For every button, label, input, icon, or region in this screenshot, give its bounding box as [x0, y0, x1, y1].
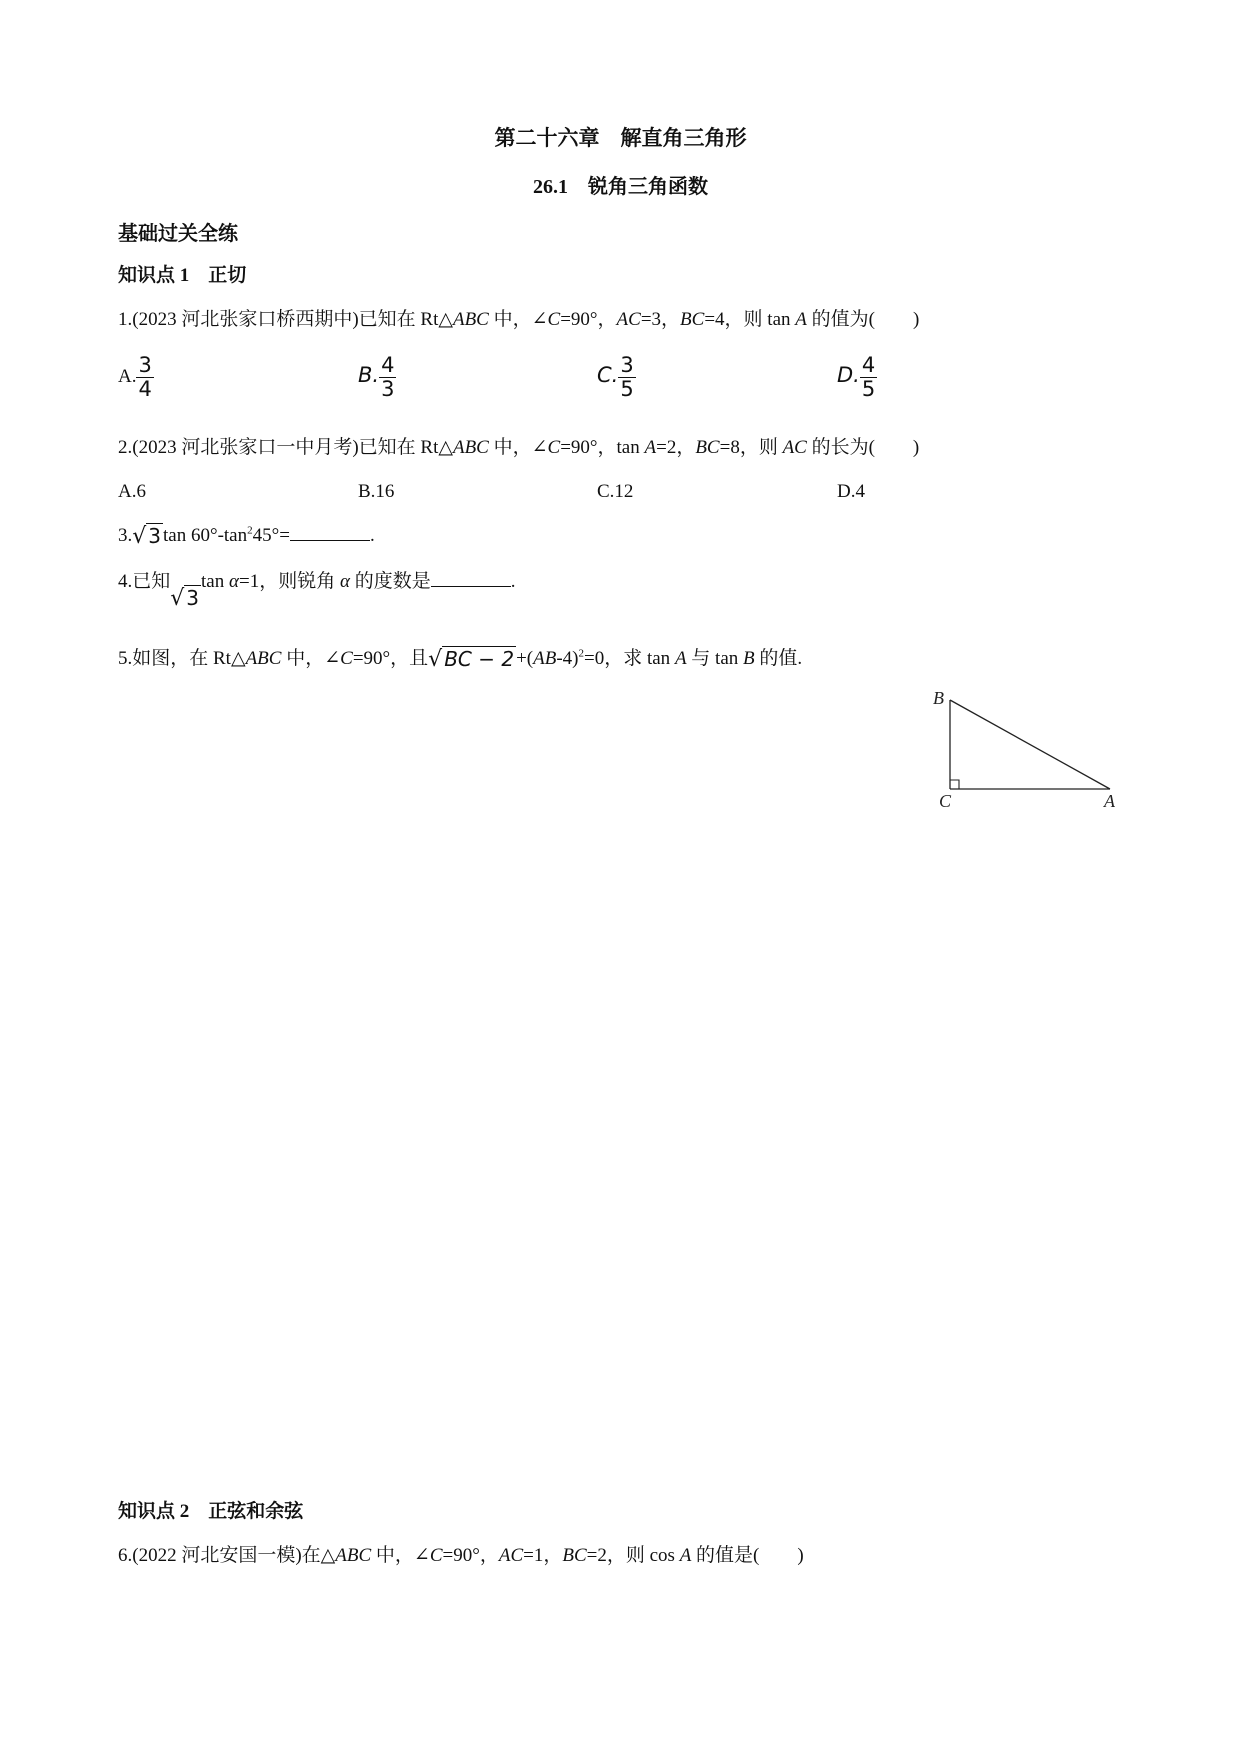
sqrt-3: √ 3 — [132, 524, 162, 550]
vertex-a-label: A — [1104, 791, 1115, 811]
answer-blank-3[interactable] — [290, 522, 370, 541]
q2-option-d[interactable]: D.4 — [837, 481, 865, 502]
knowledge-point-1: 知识点 1 正切 — [118, 265, 247, 286]
q2-option-a[interactable]: A.6 — [118, 481, 146, 502]
question-5: 5.如图，在 Rt△ABC 中，∠C=90°，且√ BC − $2 +(AB-4)^2=0$，求 tan A 与 tan B 的值. — [118, 647, 803, 673]
chapter-title: 第二十六章 解直角三角形 — [494, 126, 747, 150]
triangle-figure — [930, 680, 1130, 820]
side-ab — [950, 700, 1110, 789]
vertex-c-label: C — [939, 791, 952, 811]
question-1: 1.(2023 河北张家口桥西期中)已知在 Rt△ABC 中，∠C=90°，AC=3，BC=4，则 tan A 的值为( ) — [118, 309, 920, 330]
sqrt-bc-minus-2: √ BC − 2 — [428, 647, 515, 673]
vertex-b-label: B — [933, 688, 944, 708]
question-4: 4.已知√ 3tan α=1，则锐角 α 的度数是 . — [118, 566, 515, 595]
right-angle-mark — [950, 780, 959, 789]
answer-blank-4[interactable] — [431, 568, 511, 587]
sqrt-3: √ 3 — [170, 586, 200, 612]
q2-option-c[interactable]: C.12 — [597, 481, 634, 502]
q1-option-d[interactable]: D. $\frac{4}{5}$ — [837, 353, 876, 402]
question-3: 3.√ 3 $\tan 60^\circ-\tan^245^\circ=$ . — [118, 522, 375, 549]
practice-heading: 基础过关全练 — [118, 223, 238, 245]
section-title: 26.1 锐角三角函数 — [533, 176, 708, 198]
question-6: 6.(2022 河北安国一模)在△ABC 中，∠C=90°，AC=1，BC=2，则 cos A 的值是( ) — [118, 1545, 804, 1566]
q2-option-b[interactable]: B.16 — [358, 481, 395, 502]
knowledge-point-2: 知识点 2 正弦和余弦 — [118, 1501, 304, 1522]
q1-option-a[interactable]: A. $\frac{3}{4}$ — [118, 353, 152, 402]
question-2: 2.(2023 河北张家口一中月考)已知在 Rt△ABC 中，∠C=90°，tan A=2，BC=8，则 AC 的长为( ) — [118, 437, 920, 458]
q1-option-b[interactable]: B. $\frac{4}{3}$ — [358, 353, 395, 402]
q1-option-c[interactable]: C. $\frac{3}{5}$ — [597, 353, 634, 402]
